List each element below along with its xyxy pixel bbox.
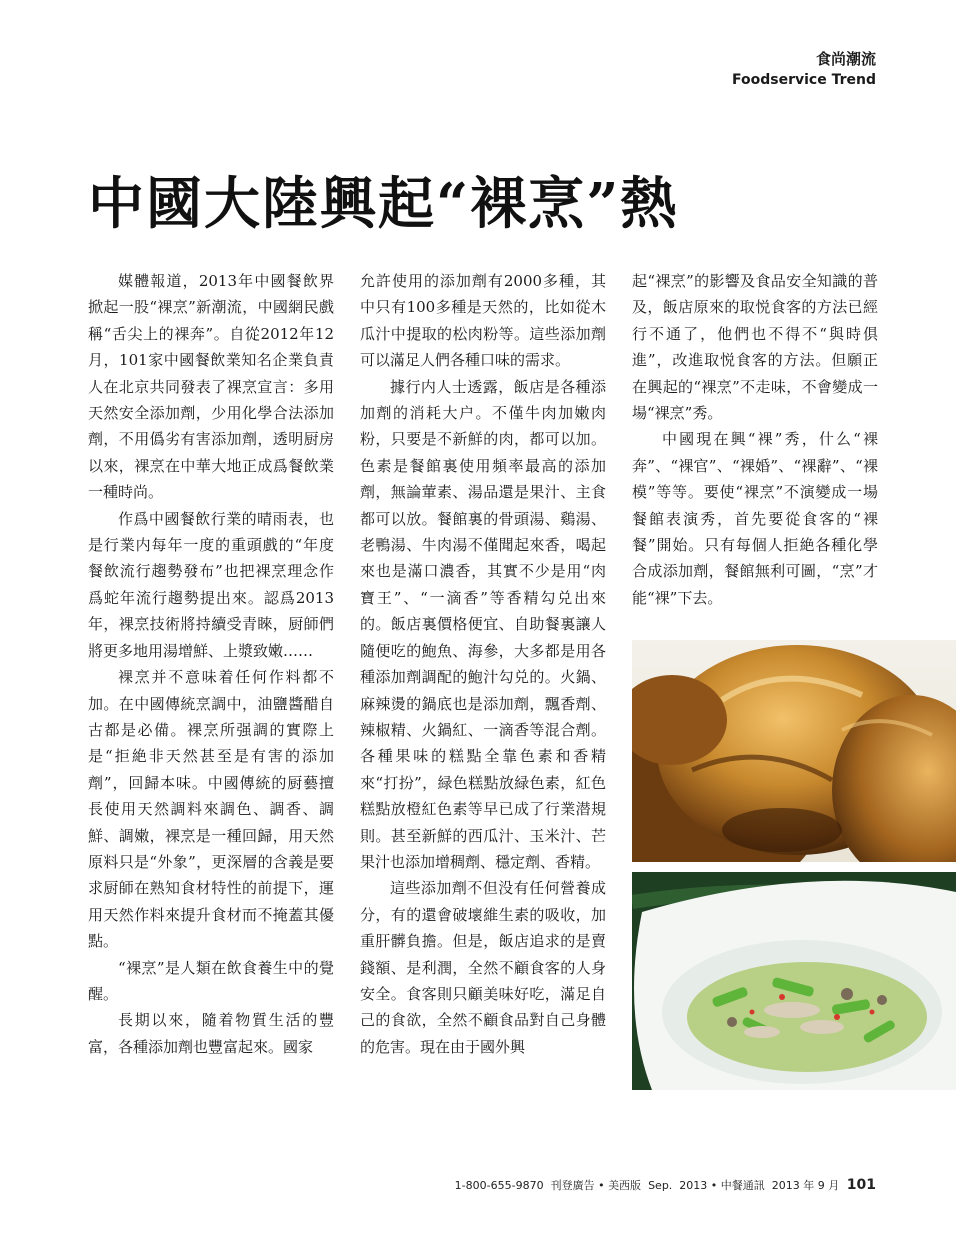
edition-label: 美西版 [608, 1179, 642, 1192]
date-zh: 2013 年 9 月 [771, 1179, 840, 1192]
page-footer: 1-800-655-9870 刊登廣告 • 美西版 Sep. 2013 • 中餐通訊 2013 年 9 月 101 [454, 1177, 876, 1193]
section-title-zh: 食尚潮流 [815, 50, 876, 68]
section-header [732, 48, 876, 90]
roast-chicken-photo [632, 640, 956, 862]
paragraph: “裸烹”是人類在飲食養生中的覺醒。 [88, 958, 334, 1003]
paragraph: 媒體報道，2013年中國餐飲界掀起一股“裸烹”新潮流，中國網民戲稱“舌尖上的裸奔”。自從2012年12月，101家中國餐飲業知名企業負責人在北京共同發表了裸烹宣言：多用天然安全添加劑，少用化學合法添加劑，不用僞劣有害添加劑，透明厨房以來，裸烹在中華大地正成爲餐飲業一種時尚。 [88, 272, 334, 502]
paragraph: 據行内人士透露，飯店是各種添加劑的消耗大户。不僅牛肉加嫩肉粉，只要是不新鮮的肉，都可以加。色素是餐館裏使用頻率最高的添加劑，無論葷素、湯品還是果汁、主食都可以放。餐館裏的骨頭湯、鷄湯、老鴨湯、牛肉湯不僅聞起來香，喝起來也是滿口濃香，其實不少是用“肉寶王”、“一滴香”等香精勾兑出來的。飯店裏價格便宜、自助餐裏讓人隨便吃的鮑魚、海參，大多都是用各種添加劑調配的鮑汁勾兑的。火鍋、麻辣燙的鍋底也是添加劑，飄香劑、辣椒精、火鍋紅、一滴香等混合劑。各種果味的糕點全靠色素和香精來“打扮”，緑色糕點放緑色素，紅色糕點放橙紅色素等早已成了行業潜規則。甚至新鮮的西瓜汁、玉米汁、芒果汁也添加增稠劑、穩定劑、香精。 [360, 377, 606, 871]
article-title: 中國大陸興起“裸烹”熱 [88, 171, 679, 237]
advertising-label: 刊登廣告 [550, 1179, 595, 1192]
paragraph: 長期以來，隨着物質生活的豐富，各種添加劑也豐富起來。國家 [88, 1011, 334, 1056]
month-en: Sep. [648, 1179, 673, 1192]
paragraph: 作爲中國餐飲行業的晴雨表，也是行業内每年一度的重頭戲的“年度餐飲流行趨勢發布”也把裸烹理念作爲蛇年流行趨勢提出來。認爲2013年，裸烹技術將持續受青睞，厨師們將更多地用湯增鮮、上漿致嫩…… [88, 509, 334, 660]
article-column-1 [88, 268, 334, 1060]
publication-name: 中餐通訊 [720, 1179, 765, 1192]
page-number: 101 [846, 1177, 876, 1193]
section-title-en: Foodservice Trend [732, 72, 876, 88]
year: 2013 [679, 1179, 708, 1192]
article-column-3 [632, 268, 878, 611]
vegetable-dish-photo [632, 872, 956, 1090]
article-column-2 [360, 268, 606, 1060]
paragraph: 裸烹并不意味着任何作料都不加。在中國傳統烹調中，油鹽醬醋自古都是必備。裸烹所强調的實際上是“拒絶非天然甚至是有害的添加劑”，回歸本味。中國傳統的厨藝擅長使用天然調料來調色、調香、調鮮、調嫩，裸烹是一種回歸，用天然原料只是“外象”，更深層的含義是要求厨師在熟知食材特性的前提下，運用天然作料來提升食材而不掩蓋其優點。 [88, 668, 334, 951]
paragraph: 這些添加劑不但没有任何營養成分，有的還會破壞維生素的吸收，加重肝髒負擔。但是，飯店追求的是賣錢額、是利潤，全然不顧食客的人身安全。食客則只顧美味好吃，滿足自己的食欲，全然不顧食品對自己身體的危害。現在由于國外興 [360, 879, 606, 1056]
paragraph: 允許使用的添加劑有2000多種，其中只有100多種是天然的，比如從木瓜汁中提取的松肉粉等。這些添加劑可以滿足人們各種口味的需求。 [360, 272, 606, 370]
paragraph: 起“裸烹”的影響及食品安全知識的普及，飯店原來的取悦食客的方法已經行不通了，他們也不得不“與時俱進”，改進取悦食客的方法。但願正在興起的“裸烹”不走味，不會變成一場“裸烹”秀。 [632, 272, 878, 423]
phone-number: 1-800-655-9870 [454, 1179, 544, 1192]
paragraph: 中國現在興“裸”秀，什么“裸奔”、“裸官”、“裸婚”、“裸辭”、“裸模”等等。要使“裸烹”不演變成一場餐館表演秀，首先要從食客的“裸餐”開始。只有每個人拒絶各種化學合成添加劑，餐館無利可圖，“烹”才能“裸”下去。 [632, 430, 878, 607]
